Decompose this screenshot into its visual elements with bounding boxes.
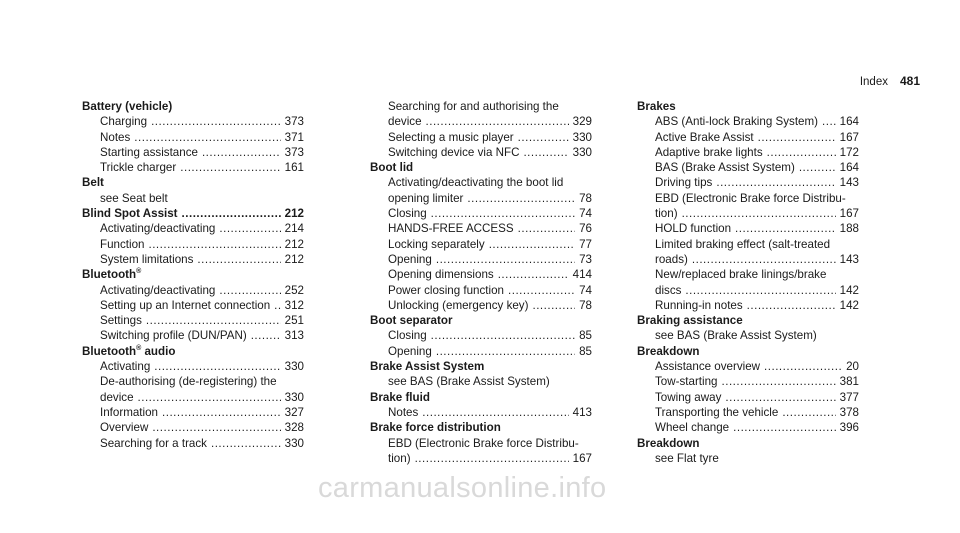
leader-dots <box>415 451 569 466</box>
index-entry[interactable] <box>370 283 592 298</box>
page-ref[interactable]: 373 <box>284 115 304 129</box>
entry-label: Adaptive brake lights <box>655 145 763 159</box>
leader-dots <box>148 237 280 252</box>
index-column-1 <box>82 99 304 451</box>
heading-text: Brakes <box>637 100 676 113</box>
leader-dots <box>508 283 575 298</box>
entry-label: Starting assistance <box>100 145 198 159</box>
page-ref[interactable]: 330 <box>572 130 592 144</box>
leader-dots <box>467 191 575 206</box>
entry-text: EBD (Electronic Brake force Distribu- <box>388 436 579 450</box>
leader-dots <box>518 221 575 236</box>
entry-label: Charging <box>100 115 148 129</box>
page-ref[interactable]: 396 <box>839 421 859 435</box>
index-entry[interactable] <box>82 114 304 129</box>
index-entry[interactable] <box>637 390 859 405</box>
page-ref[interactable]: 327 <box>284 405 304 419</box>
entry-label: Activating/deactivating <box>100 283 216 297</box>
page-ref[interactable]: 142 <box>839 298 859 312</box>
page-ref[interactable]: 143 <box>839 252 859 266</box>
leader-dots <box>523 145 568 160</box>
leader-dots <box>733 420 836 435</box>
page-ref[interactable]: 164 <box>839 161 859 175</box>
leader-dots <box>431 328 575 343</box>
page-ref[interactable]: 413 <box>572 405 592 419</box>
index-entry[interactable] <box>370 145 592 160</box>
index-entry[interactable] <box>82 283 304 298</box>
leader-dots <box>716 175 835 190</box>
index-heading <box>637 344 859 359</box>
index-entry[interactable] <box>637 160 859 175</box>
leader-dots <box>782 405 835 420</box>
index-column-3 <box>637 99 859 466</box>
leader-dots <box>532 298 575 313</box>
leader-dots <box>799 160 836 175</box>
page-ref[interactable]: 167 <box>839 130 859 144</box>
index-entry[interactable] <box>370 237 592 252</box>
section-title: Index <box>859 76 888 88</box>
entry-label: Notes <box>388 405 419 419</box>
index-entry[interactable] <box>637 298 859 313</box>
heading-text: Braking assistance <box>637 314 743 328</box>
index-heading <box>370 390 592 405</box>
index-heading <box>82 267 304 282</box>
entry-label: HOLD function <box>655 222 732 236</box>
leader-dots <box>758 130 836 145</box>
index-entry[interactable] <box>370 206 592 221</box>
index-heading <box>370 420 592 435</box>
entry-label: Power closing function <box>388 283 504 297</box>
index-entry[interactable] <box>637 145 859 160</box>
heading-text: Breakdown <box>637 436 700 450</box>
index-entry[interactable] <box>82 436 304 451</box>
index-entry[interactable] <box>82 252 304 267</box>
entry-label: Locking separately <box>388 237 485 251</box>
heading-text: Bluetooth <box>82 344 137 358</box>
index-entry[interactable] <box>370 114 592 129</box>
index-entry[interactable] <box>637 114 859 129</box>
leader-dots <box>722 374 836 389</box>
page-ref[interactable]: 329 <box>572 115 592 129</box>
leader-dots <box>211 436 281 451</box>
entry-label: Opening <box>388 252 432 266</box>
index-entry[interactable] <box>637 283 859 298</box>
heading-text: Brake fluid <box>370 390 430 404</box>
entry-text: Activating/deactivating the boot lid <box>388 176 564 190</box>
entry-text: New/replaced brake linings/brake <box>655 268 827 282</box>
leader-dots <box>436 252 575 267</box>
index-heading <box>82 99 304 114</box>
page-ref[interactable]: 212 <box>284 207 304 221</box>
page-ref[interactable]: 74 <box>579 283 592 297</box>
entry-text: see BAS (Brake Assist System) <box>655 329 817 343</box>
page-ref[interactable]: 328 <box>284 421 304 435</box>
page-ref[interactable]: 378 <box>839 405 859 419</box>
entry-label: Assistance overview <box>655 360 761 374</box>
page-ref[interactable]: 330 <box>284 360 304 374</box>
index-heading <box>82 344 304 359</box>
entry-text: De-authorising (de-registering) the <box>100 375 277 389</box>
page-ref[interactable]: 214 <box>284 222 304 236</box>
heading-text: Bluetooth <box>82 268 137 282</box>
index-entry[interactable] <box>637 130 859 145</box>
entry-label: Running-in notes <box>655 298 743 312</box>
page-ref[interactable]: 371 <box>284 130 304 144</box>
index-entry[interactable] <box>82 313 304 328</box>
page-ref[interactable]: 77 <box>579 237 592 251</box>
leader-dots <box>162 405 281 420</box>
leader-dots <box>180 160 280 175</box>
leader-dots <box>274 298 280 313</box>
entry-label: Driving tips <box>655 176 713 190</box>
leader-dots <box>151 114 281 129</box>
index-heading <box>370 313 592 328</box>
entry-label: Closing <box>388 207 427 221</box>
leader-dots <box>219 221 280 236</box>
entry-text: Limited braking effect (salt-treated <box>655 237 831 251</box>
entry-label: Closing <box>388 329 427 343</box>
entry-label: Tow-starting <box>655 375 718 389</box>
heading-text: Battery (vehicle) <box>82 100 173 113</box>
entry-label: Towing away <box>655 390 722 404</box>
page-ref[interactable]: 20 <box>846 360 859 374</box>
page-ref[interactable]: 414 <box>572 268 592 282</box>
entry-text: see BAS (Brake Assist System) <box>388 375 550 389</box>
registered-mark: ® <box>136 268 142 276</box>
leader-dots <box>735 221 836 236</box>
entry-label: Searching for a track <box>100 436 207 450</box>
leader-dots <box>518 130 569 145</box>
leader-dots <box>498 267 569 282</box>
leader-dots <box>134 130 280 145</box>
entry-text: see Flat tyre <box>655 451 719 465</box>
entry-label: discs <box>655 283 682 297</box>
leader-dots <box>146 313 281 328</box>
index-entry[interactable] <box>637 359 859 374</box>
index-heading <box>82 175 304 190</box>
page-ref[interactable]: 212 <box>284 237 304 251</box>
page-ref[interactable]: 381 <box>839 375 859 389</box>
leader-dots <box>489 237 575 252</box>
index-entry[interactable] <box>370 221 592 236</box>
index-entry[interactable] <box>82 130 304 145</box>
leader-dots <box>436 344 575 359</box>
index-entry[interactable] <box>82 221 304 236</box>
entry-text: Searching for and authorising the <box>388 100 559 113</box>
index-entry[interactable] <box>82 237 304 252</box>
page-ref[interactable]: 313 <box>284 329 304 343</box>
index-entry[interactable] <box>637 374 859 389</box>
index-entry[interactable] <box>637 420 859 435</box>
page-ref[interactable]: 85 <box>579 344 592 358</box>
index-entry[interactable] <box>370 405 592 420</box>
index-entry[interactable] <box>82 328 304 343</box>
index-heading <box>637 313 859 328</box>
entry-label: Information <box>100 405 158 419</box>
leader-dots <box>725 390 835 405</box>
page-ref[interactable]: 251 <box>284 314 304 328</box>
index-entry[interactable] <box>637 206 859 221</box>
leader-dots <box>682 206 836 221</box>
watermark: carmanualsonline.info <box>318 472 607 504</box>
entry-label: Function <box>100 237 145 251</box>
page-ref[interactable]: 330 <box>284 436 304 450</box>
heading-text: Belt <box>82 176 104 190</box>
heading-text: Breakdown <box>637 344 700 358</box>
page-ref[interactable]: 143 <box>839 176 859 190</box>
page-ref[interactable]: 78 <box>579 191 592 205</box>
leader-dots <box>138 390 281 405</box>
index-entry[interactable] <box>82 420 304 435</box>
page-ref[interactable]: 252 <box>284 283 304 297</box>
page-ref[interactable]: 142 <box>839 283 859 297</box>
leader-dots <box>426 114 569 129</box>
entry-label: Wheel change <box>655 421 730 435</box>
leader-dots <box>219 283 280 298</box>
page-ref[interactable]: 74 <box>579 207 592 221</box>
page-ref[interactable]: 188 <box>839 222 859 236</box>
heading-text: Boot lid <box>370 161 414 175</box>
entry-label: Activating/deactivating <box>100 222 216 236</box>
page-number: 481 <box>899 74 920 88</box>
index-heading <box>370 160 592 175</box>
entry-text: see Seat belt <box>100 191 168 205</box>
leader-dots <box>692 252 836 267</box>
leader-dots <box>764 359 842 374</box>
entry-label: opening limiter <box>388 191 464 205</box>
index-entry[interactable] <box>82 359 304 374</box>
page-ref[interactable]: 167 <box>839 207 859 221</box>
leader-dots <box>154 359 280 374</box>
leader-dots <box>152 420 280 435</box>
entry-label: System limitations <box>100 252 194 266</box>
entry-label: Switching profile (DUN/PAN) <box>100 329 247 343</box>
leader-dots <box>767 145 836 160</box>
index-heading <box>637 99 859 114</box>
leader-dots <box>685 283 835 298</box>
entry-label: Overview <box>100 421 149 435</box>
page-ref[interactable]: 76 <box>579 222 592 236</box>
leader-dots <box>197 252 280 267</box>
page-ref[interactable]: 373 <box>284 145 304 159</box>
entry-label: Trickle charger <box>100 161 177 175</box>
entry-label: tion) <box>388 451 411 465</box>
page-ref[interactable]: 78 <box>579 298 592 312</box>
index-entry[interactable] <box>82 405 304 420</box>
entry-label: tion) <box>655 207 678 221</box>
entry-label: Transporting the vehicle <box>655 405 779 419</box>
page-ref[interactable]: 161 <box>284 161 304 175</box>
heading-text: Brake Assist System <box>370 360 485 374</box>
leader-dots <box>251 328 281 343</box>
index-entry[interactable] <box>82 298 304 313</box>
index-entry[interactable] <box>82 145 304 160</box>
index-heading-entry[interactable] <box>82 206 304 221</box>
leader-dots <box>747 298 836 313</box>
index-heading <box>370 359 592 374</box>
entry-label: Activating <box>100 360 151 374</box>
leader-dots <box>822 114 836 129</box>
entry-label: Setting up an Internet connection <box>100 298 271 312</box>
entry-label: HANDS-FREE ACCESS <box>388 222 514 236</box>
leader-dots <box>422 405 568 420</box>
page-ref[interactable]: 212 <box>284 252 304 266</box>
index-entry[interactable] <box>82 390 304 405</box>
page-ref[interactable]: 73 <box>579 252 592 266</box>
index-entry[interactable] <box>370 298 592 313</box>
index-entry[interactable] <box>637 175 859 190</box>
heading-suffix: audio <box>141 344 176 358</box>
page-ref[interactable]: 377 <box>839 390 859 404</box>
entry-label: Opening <box>388 344 432 358</box>
page-header <box>860 74 920 88</box>
index-entry[interactable] <box>370 451 592 466</box>
index-column-2 <box>370 99 592 466</box>
entry-text: EBD (Electronic Brake force Distribu- <box>655 191 846 205</box>
page-ref[interactable]: 85 <box>579 329 592 343</box>
entry-label: Active Brake Assist <box>655 130 754 144</box>
entry-label: ABS (Anti-lock Braking System) <box>655 115 819 129</box>
index-entry[interactable] <box>370 267 592 282</box>
index-entry[interactable] <box>370 191 592 206</box>
page-ref[interactable]: 164 <box>839 115 859 129</box>
page-ref[interactable]: 172 <box>839 145 859 159</box>
index-entry[interactable] <box>370 328 592 343</box>
index-entry[interactable] <box>370 130 592 145</box>
entry-label: BAS (Brake Assist System) <box>655 161 795 175</box>
leader-dots <box>202 145 281 160</box>
index-entry[interactable] <box>637 405 859 420</box>
entry-label: Settings <box>100 314 142 328</box>
leader-dots <box>431 206 575 221</box>
page-ref[interactable]: 312 <box>284 298 304 312</box>
heading-text: Boot separator <box>370 314 453 328</box>
entry-label: Notes <box>100 130 131 144</box>
entry-label: Opening dimensions <box>388 268 494 282</box>
page-ref[interactable]: 330 <box>572 145 592 159</box>
index-entry[interactable] <box>82 160 304 175</box>
page-ref[interactable]: 167 <box>572 451 592 465</box>
index-entry[interactable] <box>370 252 592 267</box>
entry-label: device <box>100 390 134 404</box>
heading-text: Brake force distribution <box>370 421 501 435</box>
entry-label: roads) <box>655 252 688 266</box>
registered-mark: ® <box>136 344 142 352</box>
index-entry[interactable] <box>637 221 859 236</box>
index-entry[interactable] <box>637 252 859 267</box>
entry-label: Selecting a music player <box>388 130 514 144</box>
entry-label: Unlocking (emergency key) <box>388 298 529 312</box>
index-entry[interactable] <box>370 344 592 359</box>
index-heading <box>637 436 859 451</box>
heading-text: Blind Spot Assist <box>82 207 178 221</box>
entry-label: Switching device via NFC <box>388 145 520 159</box>
page-ref[interactable]: 330 <box>284 390 304 404</box>
entry-label: device <box>388 115 422 129</box>
leader-dots <box>182 206 281 221</box>
